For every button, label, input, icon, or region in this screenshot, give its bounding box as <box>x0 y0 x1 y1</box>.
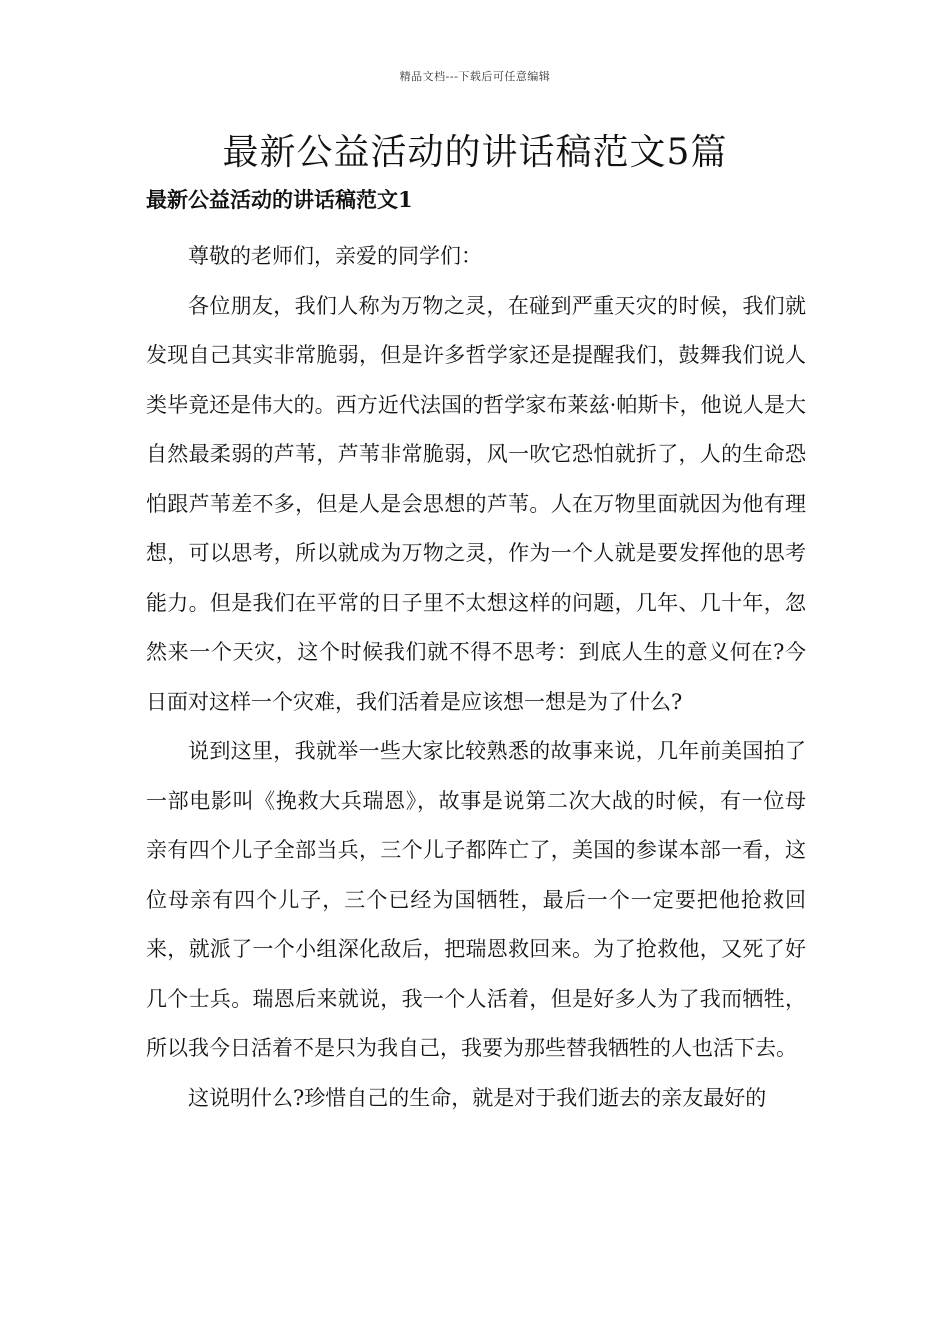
paragraph: 各位朋友，我们人称为万物之灵，在碰到严重天灾的时候，我们就发现自己其实非常脆弱，但是许多哲学家还是提醒我们，鼓舞我们说人类毕竟还是伟大的。西方近代法国的哲学家布莱兹·帕斯卡，他说人是大自然最柔弱的芦苇，芦苇非常脆弱，风一吹它恐怕就折了，人的生命恐怕跟芦苇差不多，但是人是会思想的芦苇。人在万物里面就因为他有理想，可以思考，所以就成为万物之灵，作为一个人就是要发挥他的思考能力。但是我们在平常的日子里不太想这样的问题，几年、几十年，忽然来一个天灾，这个时候我们就不得不思考：到底人生的意义何在?今日面对这样一个灾难，我们活着是应该想一想是为了什么? <box>146 293 806 714</box>
document-body <box>146 232 806 1123</box>
document-title: 最新公益活动的讲话稿范文5篇 <box>222 132 728 173</box>
paragraph: 说到这里，我就举一些大家比较熟悉的故事来说，几年前美国拍了一部电影叫《挽救大兵瑞恩》，故事是说第二次大战的时候，有一位母亲有四个儿子全部当兵，三个儿子都阵亡了，美国的参谋本部一看，这位母亲有四个儿子，三个已经为国牺牲，最后一个一定要把他抢救回来，就派了一个小组深化敌后，把瑞恩救回来。为了抢救他，又死了好几个士兵。瑞恩后来就说，我一个人活着，但是好多人为了我而牺牲，所以我今日活着不是只为我自己，我要为那些替我牺牲的人也活下去。 <box>146 739 806 1060</box>
header-note: 精品文档---下载后可任意编辑 <box>399 70 551 83</box>
paragraph-greeting: 尊敬的老师们，亲爱的同学们： <box>188 244 482 268</box>
paragraph: 这说明什么?珍惜自己的生命，就是对于我们逝去的亲友最好的 <box>188 1085 767 1110</box>
section-heading: 最新公益活动的讲话稿范文1 <box>146 187 413 212</box>
